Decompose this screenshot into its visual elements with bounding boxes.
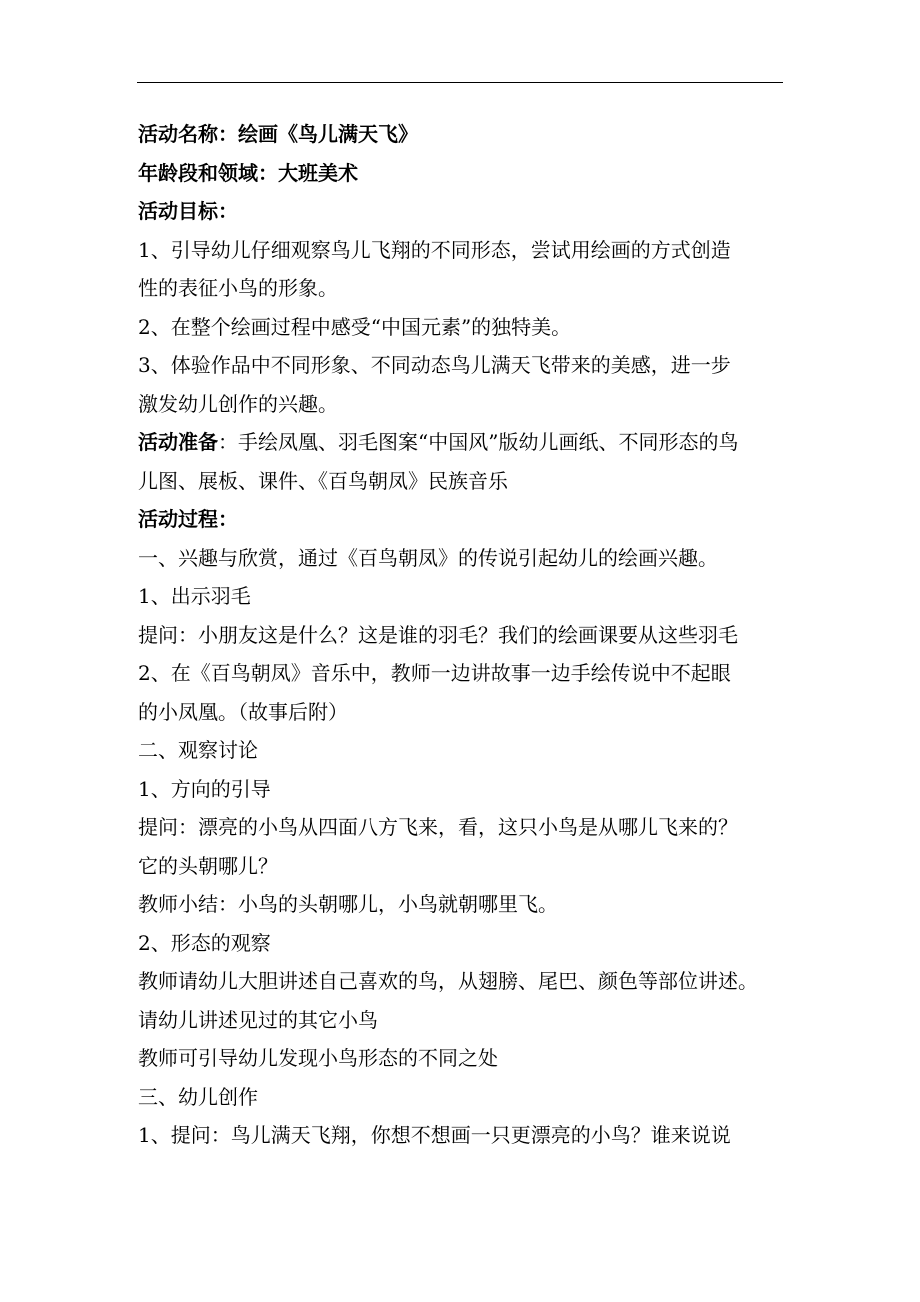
prep-line-2: 儿图、展板、课件、《百鸟朝凤》民族音乐 (138, 468, 508, 493)
step-2-2-c: 教师可引导幼儿发现小鸟形态的不同之处 (138, 1046, 498, 1070)
step-2-2-b: 请幼儿讲述见过的其它小鸟 (138, 1007, 378, 1032)
step-2-2-a: 教师请幼儿大胆讲述自己喜欢的鸟，从翅膀、尾巴、颜色等部位讲述。 (138, 969, 758, 993)
prep-label: 活动准备 (138, 430, 218, 454)
step-1: 一、兴趣与欣赏，通过《百鸟朝凤》的传说引起幼儿的绘画兴趣。 (138, 545, 718, 570)
step-2-1-question-line-2: 它的头朝哪儿？ (138, 853, 278, 878)
step-2-1-summary: 教师小结：小鸟的头朝哪儿，小鸟就朝哪里飞。 (138, 892, 558, 916)
goal-1-line-1: 1、引导幼儿仔细观察鸟儿飞翔的不同形态，尝试用绘画的方式创造 (138, 237, 731, 262)
step-2: 二、观察讨论 (138, 738, 258, 762)
goal-3-line-2: 激发幼儿创作的兴趣。 (138, 391, 338, 416)
step-2-1-question-line-1: 提问：漂亮的小鸟从四面八方飞来，看，这只小鸟是从哪儿飞来的？ (138, 815, 738, 839)
prep-text: ：手绘凤凰、羽毛图案“中国风”版幼儿画纸、不同形态的鸟 (218, 430, 739, 454)
step-3-1: 1、提问：鸟儿满天飞翔，你想不想画一只更漂亮的小鸟？谁来说说 (138, 1123, 731, 1147)
activity-name-line (138, 115, 798, 154)
activity-name-value: 绘画《鸟儿满天飞》 (238, 122, 418, 146)
step-3: 三、幼儿创作 (138, 1084, 258, 1109)
goal-3-line-1: 3、体验作品中不同形象、不同动态鸟儿满天飞带来的美感，进一步 (138, 353, 731, 377)
goals-heading: 活动目标： (138, 199, 238, 223)
step-2-2: 2、形态的观察 (138, 930, 271, 955)
process-heading: 活动过程： (138, 507, 238, 531)
document-body (138, 115, 798, 1155)
step-1-2-line-2: 的小凤凰。（故事后附） (138, 699, 348, 724)
step-2-1: 1、方向的引导 (138, 776, 271, 801)
step-1-1-question: 提问：小朋友这是什么？这是谁的羽毛？我们的绘画课要从这些羽毛 (138, 622, 738, 647)
prep-line-1 (138, 423, 798, 462)
age-domain-line (138, 154, 798, 193)
goal-2: 2、在整个绘画过程中感受“中国元素”的独特美。 (138, 314, 572, 339)
age-domain-value: 大班美术 (278, 160, 358, 185)
step-1-2-line-1: 2、在《百鸟朝凤》音乐中，教师一边讲故事一边手绘传说中不起眼 (138, 661, 731, 685)
age-domain-label: 年龄段和领域： (138, 160, 278, 185)
activity-name-label: 活动名称： (138, 122, 238, 146)
header-rule (137, 82, 783, 83)
goal-1-line-2: 性的表征小鸟的形象。 (138, 276, 338, 300)
step-1-1: 1、出示羽毛 (138, 584, 251, 608)
